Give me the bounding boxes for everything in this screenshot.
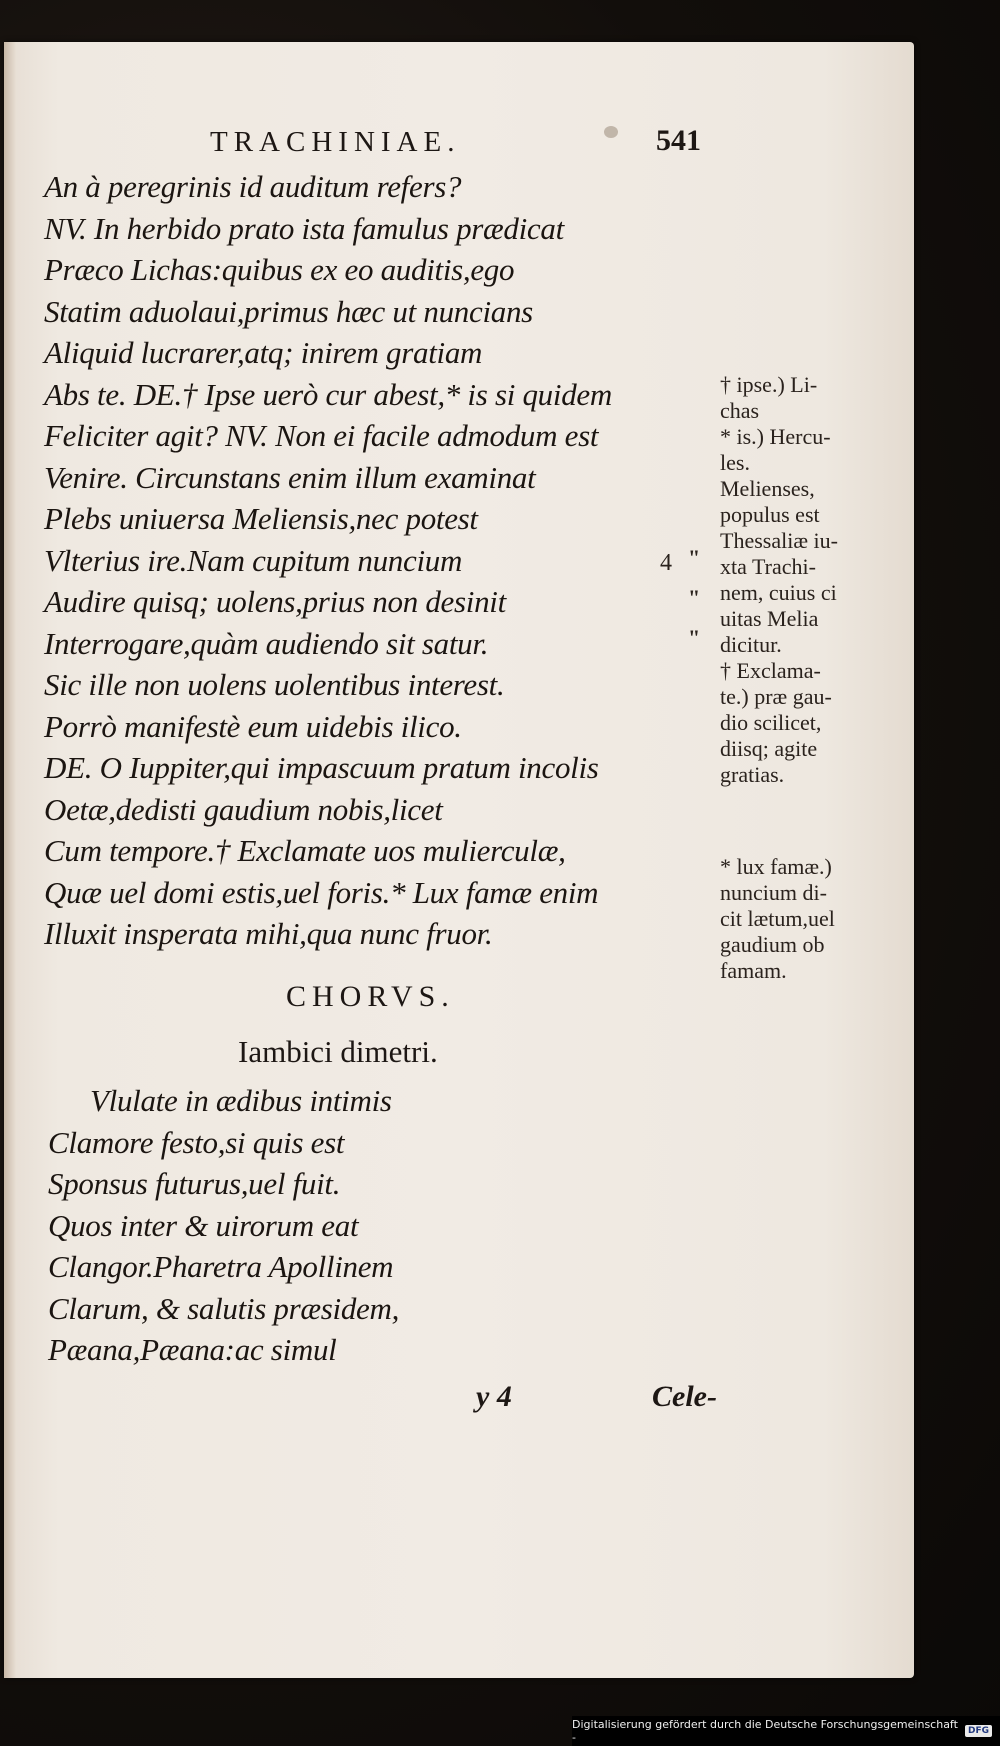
chorus-line: Clarum, & salutis præsidem, [48,1290,400,1326]
dfg-logo-icon: DFG [965,1725,992,1737]
quote-mark: " [688,625,701,650]
margin-note-line: † ipse.) Li- [720,372,818,397]
verse-line: An à peregrinis id auditum refers? [44,169,462,204]
chorus-line: Clangor.Pharetra Apollinem [48,1249,394,1284]
margin-note-line: uitas Melia [720,606,819,631]
verse-line: Audire quisq; uolens,prius non desinit [44,584,506,619]
footer-credit: Digitalisierung gefördert durch die Deutsche Forschungsgemeinschaft - [572,1718,958,1744]
verse-line: Porrò manifestè eum uidebis ilico. [44,708,462,744]
margin-note-line: xta Trachi- [720,554,816,579]
paper-stain [604,126,618,138]
verse-line: Oetæ,dedisti gaudium nobis,licet [44,791,443,827]
margin-note-line: Melienses, [720,476,815,501]
signature-mark: y 4 [476,1380,512,1413]
verse-line: Præco Lichas:quibus ex eo auditis,ego [44,252,515,287]
verse-line: Venire. Circunstans enim illum examinat [44,459,536,495]
verse-line: Abs te. DE.† Ipse uerò cur abest,* is si quidem [44,376,612,412]
page-gutter-shadow [4,42,16,1678]
verse-line: Feliciter agit? NV. Non ei facile admodum est [44,418,599,453]
verse-line: Sic ille non uolens uolentibus interest. [44,667,505,702]
chorus-line: Pæana,Pæana:ac simul [48,1332,337,1367]
quote-mark: " [688,585,701,610]
verse-line: Cum tempore.† Exclamate uos mulierculæ, [44,833,566,868]
margin-note-line: cit lætum,uel [720,906,835,931]
margin-note-line: * is.) Hercu- [720,424,831,449]
margin-note-line: diisq; agite [720,736,818,761]
margin-note-line: populus est [720,502,820,527]
margin-note-line: nuncium di- [720,880,827,905]
verse-line: Interrogare,quàm audiendo sit satur. [44,625,489,661]
chorus-line: Quos inter & uirorum eat [48,1207,359,1243]
margin-spacer [720,788,890,854]
margin-line-number: 4 [660,550,672,576]
meter-heading: Iambici dimetri. [238,1034,438,1069]
margin-note-line: * lux famæ.) [720,854,832,879]
verse-line: Aliquid lucrarer,atq; inirem gratiam [44,335,483,370]
margin-quote-marks [688,538,700,658]
verse-line: NV. In herbido prato ista famulus prædicat [44,210,564,246]
chorus-line: Sponsus futurus,uel fuit. [48,1166,341,1201]
quote-mark: " [688,545,701,570]
margin-note-line: † Exclama- [720,658,821,683]
verse-block-main [44,166,612,955]
digitization-footer [572,1716,1000,1746]
catchword: Cele- [652,1380,717,1413]
margin-note-line: famam. [720,958,787,983]
verse-block-chorus [48,1080,399,1371]
margin-note-line: dicitur. [720,632,782,657]
verse-line: Vlterius ire.Nam cupitum nuncium [44,542,463,578]
margin-notes [720,372,890,984]
folio-number: 541 [656,124,701,157]
margin-note-line: chas [720,398,760,423]
verse-line: Illuxit insperata mihi,qua nunc fruor. [44,916,493,951]
margin-note-line: te.) præ gau- [720,684,832,709]
verse-line: Quæ uel domi estis,uel foris.* Lux famæ enim [44,874,599,910]
chorus-line: Clamore festo,si quis est [48,1124,345,1160]
verse-line: Plebs uniuersa Meliensis,nec potest [44,501,478,536]
margin-note-line: les. [720,450,750,475]
margin-note-line: gaudium ob [720,932,825,957]
running-head: TRACHINIAE. [210,126,461,158]
margin-note-line: gratias. [720,762,785,787]
margin-note-line: nem, cuius ci [720,580,837,605]
chorus-heading: CHORVS. [286,980,455,1013]
margin-note-line: dio scilicet, [720,710,822,735]
chorus-line: Vlulate in ædibus intimis [90,1083,392,1118]
verse-line: Statim aduolaui,primus hæc ut nuncians [44,293,533,329]
verse-line: DE. O Iuppiter,qui impascuum pratum incolis [44,750,599,785]
margin-note-line: Thessaliæ iu- [720,528,838,553]
